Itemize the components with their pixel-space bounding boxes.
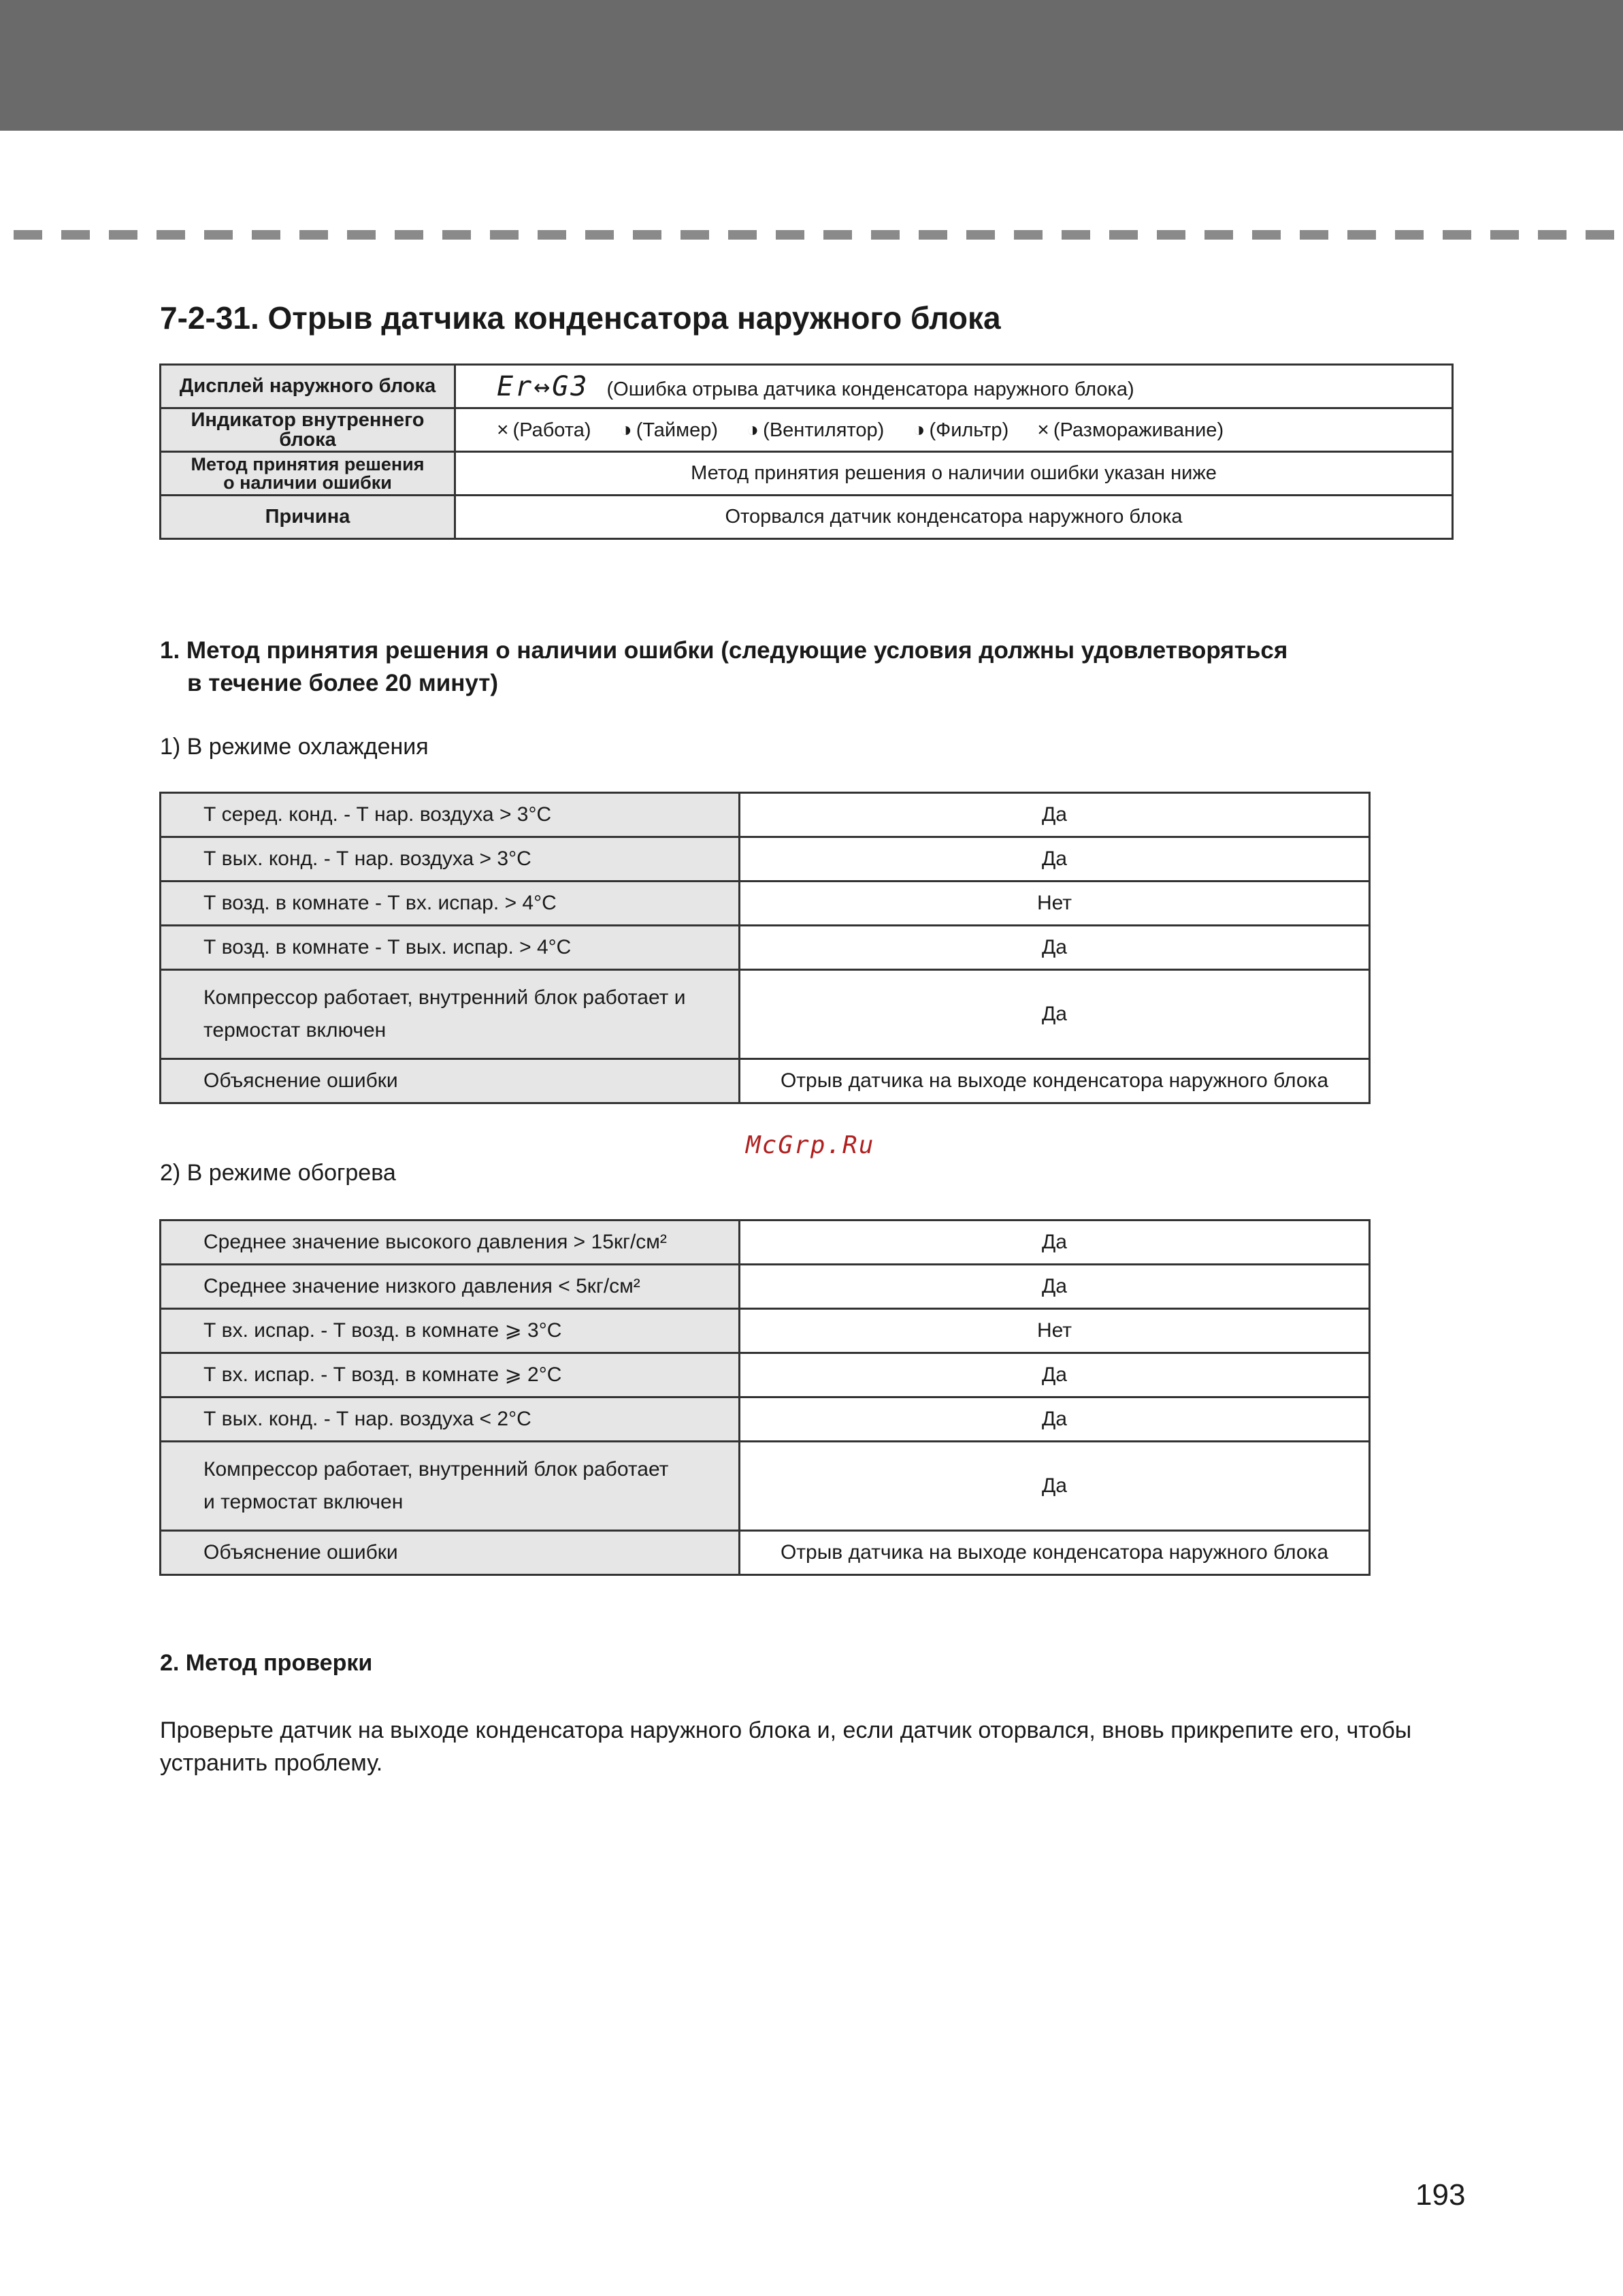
header-bar	[0, 0, 1623, 131]
method-label-line: Метод принятия решения	[191, 453, 425, 474]
heating-conditions-table	[159, 1219, 1371, 1576]
table-row	[161, 408, 1453, 452]
condition-cell: Т возд. в комнате - Т вых. испар. > 4°C	[161, 926, 740, 970]
method-label-line: о наличии ошибки	[223, 472, 392, 493]
indicator-item	[497, 419, 591, 441]
table-row	[161, 837, 1370, 882]
indicator-item	[913, 419, 1009, 441]
condition-cell: Т возд. в комнате - Т вх. испар. > 4°C	[161, 882, 740, 926]
half-circle-icon: ◑	[747, 418, 759, 441]
indicator-item	[1037, 419, 1224, 441]
condition-cell: Т вх. испар. - Т возд. в комнате ⩾ 2°C	[161, 1353, 740, 1397]
condition-cell	[161, 970, 740, 1059]
condition-line: Компрессор работает, внутренний блок работает и	[203, 986, 686, 1009]
indicator-item-label: (Вентилятор)	[763, 419, 885, 441]
section2-heading: 2. Метод проверки	[160, 1650, 373, 1676]
page-title: 7-2-31. Отрыв датчика конденсатора наружного блока	[160, 300, 1001, 336]
table-row	[161, 365, 1453, 408]
watermark: McGrp.Ru	[746, 1131, 875, 1159]
table-row	[161, 1220, 1370, 1265]
section1-heading	[160, 634, 1288, 700]
condition-cell	[161, 1442, 740, 1531]
table-row	[161, 970, 1370, 1059]
table-row	[161, 882, 1370, 926]
half-circle-icon: ◑	[619, 418, 632, 441]
condition-cell: Т серед. конд. - Т нар. воздуха > 3°C	[161, 793, 740, 837]
page-number: 193	[1415, 2178, 1466, 2212]
cross-icon: ×	[497, 418, 509, 441]
table-row	[161, 1309, 1370, 1353]
table-row	[161, 1059, 1370, 1103]
heating-mode-title: 2) В режиме обогрева	[160, 1160, 396, 1186]
value-cell: Да	[740, 1265, 1370, 1309]
condition-line: и термостат включен	[203, 1491, 404, 1513]
dashed-divider	[14, 230, 1623, 240]
table-row	[161, 1531, 1370, 1575]
table-row	[161, 496, 1453, 539]
value-cell: Да	[740, 970, 1370, 1059]
table-row	[161, 1265, 1370, 1309]
condition-cell: Т вх. испар. - Т возд. в комнате ⩾ 3°C	[161, 1309, 740, 1353]
section1-heading-line: в течение более 20 минут)	[187, 670, 499, 696]
condition-cell: Среднее значение низкого давления < 5кг/см²	[161, 1265, 740, 1309]
value-cell: Да	[740, 1220, 1370, 1265]
table-row	[161, 1397, 1370, 1442]
indicator-value	[455, 408, 1453, 452]
value-cell: Нет	[740, 882, 1370, 926]
table-row	[161, 1353, 1370, 1397]
condition-line: Компрессор работает, внутренний блок работает	[203, 1458, 669, 1481]
indicator-item-label: (Размораживание)	[1053, 419, 1224, 441]
value-cell: Отрыв датчика на выходе конденсатора наружного блока	[740, 1059, 1370, 1103]
condition-cell: Объяснение ошибки	[161, 1531, 740, 1575]
method-label	[161, 452, 455, 496]
value-cell: Отрыв датчика на выходе конденсатора наружного блока	[740, 1531, 1370, 1575]
table-row	[161, 1442, 1370, 1531]
error-info-table	[159, 363, 1454, 540]
indicator-label: Индикатор внутреннего блока	[161, 408, 455, 452]
value-cell: Нет	[740, 1309, 1370, 1353]
indicator-item-label: (Таймер)	[636, 419, 718, 441]
section1-heading-line: 1. Метод принятия решения о наличии ошибки (следующие условия должны удовлетворяться	[160, 637, 1288, 664]
table-row	[161, 452, 1453, 496]
cross-icon: ×	[1037, 418, 1049, 441]
cause-label: Причина	[161, 496, 455, 539]
table-row	[161, 793, 1370, 837]
condition-cell: Объяснение ошибки	[161, 1059, 740, 1103]
condition-line: термостат включен	[203, 1019, 387, 1041]
cooling-conditions-table	[159, 792, 1371, 1104]
display-text: (Ошибка отрыва датчика конденсатора наружного блока)	[606, 378, 1134, 400]
value-cell: Да	[740, 837, 1370, 882]
value-cell: Да	[740, 793, 1370, 837]
value-cell: Да	[740, 1442, 1370, 1531]
display-value	[455, 365, 1453, 408]
indicator-item	[747, 419, 884, 441]
indicator-item-label: (Работа)	[512, 419, 591, 441]
value-cell: Да	[740, 1353, 1370, 1397]
cooling-mode-title: 1) В режиме охлаждения	[160, 734, 429, 760]
indicator-item	[620, 419, 718, 441]
condition-cell: Т вых. конд. - Т нар. воздуха < 2°C	[161, 1397, 740, 1442]
value-cell: Да	[740, 926, 1370, 970]
table-row	[161, 926, 1370, 970]
condition-cell: Т вых. конд. - Т нар. воздуха > 3°C	[161, 837, 740, 882]
indicator-item-label: (Фильтр)	[929, 419, 1009, 441]
display-label: Дисплей наружного блока	[161, 365, 455, 408]
section2-text: Проверьте датчик на выходе конденсатора наружного блока и, если датчик оторвался, вновь прикрепите его, чтобы устранить проблему.	[160, 1717, 1412, 1776]
cause-value: Оторвался датчик конденсатора наружного блока	[455, 496, 1453, 539]
value-cell: Да	[740, 1397, 1370, 1442]
half-circle-icon: ◑	[913, 418, 925, 441]
method-value: Метод принятия решения о наличии ошибки указан ниже	[455, 452, 1453, 496]
display-code: Er↔G3	[497, 370, 589, 402]
condition-cell: Среднее значение высокого давления > 15кг/см²	[161, 1220, 740, 1265]
